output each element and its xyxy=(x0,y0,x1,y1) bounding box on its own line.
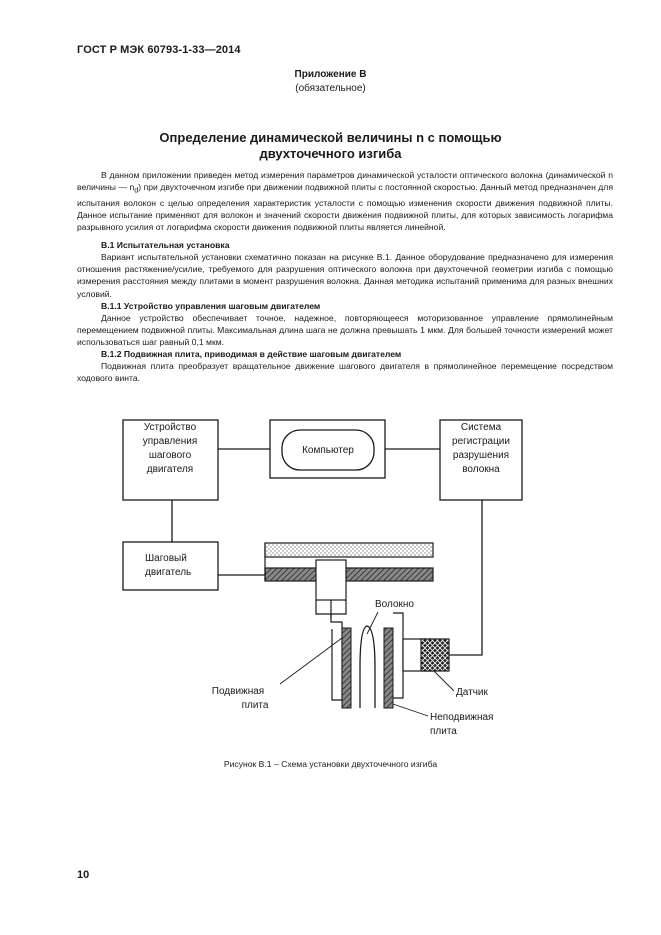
stepper-motor-label-2: двигатель xyxy=(145,567,192,578)
moving-plate-label-1: Подвижная xyxy=(211,686,265,697)
section-b12-heading: В.1.2 Подвижная плита, приводимая в действие шаговым двигателем xyxy=(101,349,402,360)
section-b12-text: Подвижная плита преобразует вращательное движение шагового двигателя в прямолинейное перемещение посредством ходового винта. xyxy=(77,361,613,384)
stepper-control-label-1: Устройство xyxy=(143,422,197,433)
stepper-motor-box xyxy=(123,542,218,590)
section-b11-heading: В.1.1 Устройство управления шаговым двигателем xyxy=(101,300,321,311)
section-b1-heading: В.1 Испытательная установка xyxy=(101,240,230,251)
stepper-control-label-4: двигателя xyxy=(146,464,194,475)
fixed-plate-bracket xyxy=(393,613,403,698)
sensor-label: Датчик xyxy=(456,687,488,698)
moving-plate-label-2: плита xyxy=(241,700,269,711)
title-line-1: Определение динамической величины n с помощью xyxy=(159,130,502,145)
fixed-plate-label-1: Неподвижная xyxy=(430,712,494,723)
fixed-plate xyxy=(384,628,393,708)
sensor-block xyxy=(421,639,449,671)
registration-label-2: регистрации xyxy=(452,436,510,447)
intro-subscript: d xyxy=(134,186,139,195)
stepper-control-label-2: управления xyxy=(142,436,198,447)
fiber-label: Волокно xyxy=(375,599,414,610)
document-body xyxy=(77,169,613,384)
page-number: 10 xyxy=(77,869,90,881)
intro-text-end: ) при двухточечном изгибе при движении подвижной плиты с постоянной скоростью. Данный метод предназначен для испытания волокон с целью определения характеристик усталости с помощью изменения скорости движения подвижной плиты. Данное испытание применяют для волокон и значений скорости движения подвижной плиты, для которых зависимость логарифма разрывного усилия от логарифма скорости движения подвижной плиты является линейной. xyxy=(77,182,613,233)
registration-label-1: Система xyxy=(460,422,502,433)
section-b1-text: Вариант испытательной установки схематично показан на рисунке В.1. Данное оборудование предназначено для измерения отношения растяжение/усилие, требуемого для разрушения оптического волокна при двухточечной геометрии изгиба с помощью измерения расстояния между плитами в момент разрушения волокна. Данная методика испытаний применима для разных внешних условий. xyxy=(77,252,613,299)
stepper-motor-label-1: Шаговый xyxy=(145,553,187,564)
annex-status: (обязательное) xyxy=(295,83,366,94)
fiber-loop xyxy=(360,626,375,708)
standard-header: ГОСТ Р МЭК 60793-1-33—2014 xyxy=(77,44,241,56)
annex-heading xyxy=(0,68,661,96)
stepper-control-label-3: шагового xyxy=(148,450,192,461)
figure-b1 xyxy=(120,408,510,748)
figure-caption: Рисунок В.1 – Схема установки двухточечного изгиба xyxy=(223,759,438,769)
moving-plate xyxy=(342,628,351,708)
section-b11-text: Данное устройство обеспечивает точное, надежное, повторяющееся моторизованное управление прямолинейным перемещением подвижной плиты. Максимальная длина шага не должна превышать 1 мкм. Для большей точности измерений может использоваться шаг равный 0,1 мкм. xyxy=(77,312,613,347)
registration-label-3: разрушения xyxy=(452,450,510,461)
fixed-plate-label-2: плита xyxy=(430,726,457,737)
intro-text-start: В данном приложении приведен метод измерения параметров динамической усталости оптического волокна (динамической n величины — n xyxy=(77,170,613,193)
setup-diagram xyxy=(120,408,510,748)
section-title xyxy=(0,130,661,162)
top-frame-plate xyxy=(265,543,433,557)
title-line-2: двухточечного изгиба xyxy=(259,146,402,161)
annex-title: Приложение В xyxy=(294,69,367,80)
lead-screw xyxy=(265,568,433,581)
registration-label-4: волокна xyxy=(462,464,500,475)
link-sensor-registration xyxy=(449,500,482,655)
intro-paragraph xyxy=(77,169,613,233)
computer-label: Компьютер xyxy=(302,445,354,456)
carriage-block xyxy=(316,560,346,600)
moving-plate-bracket xyxy=(331,614,342,700)
